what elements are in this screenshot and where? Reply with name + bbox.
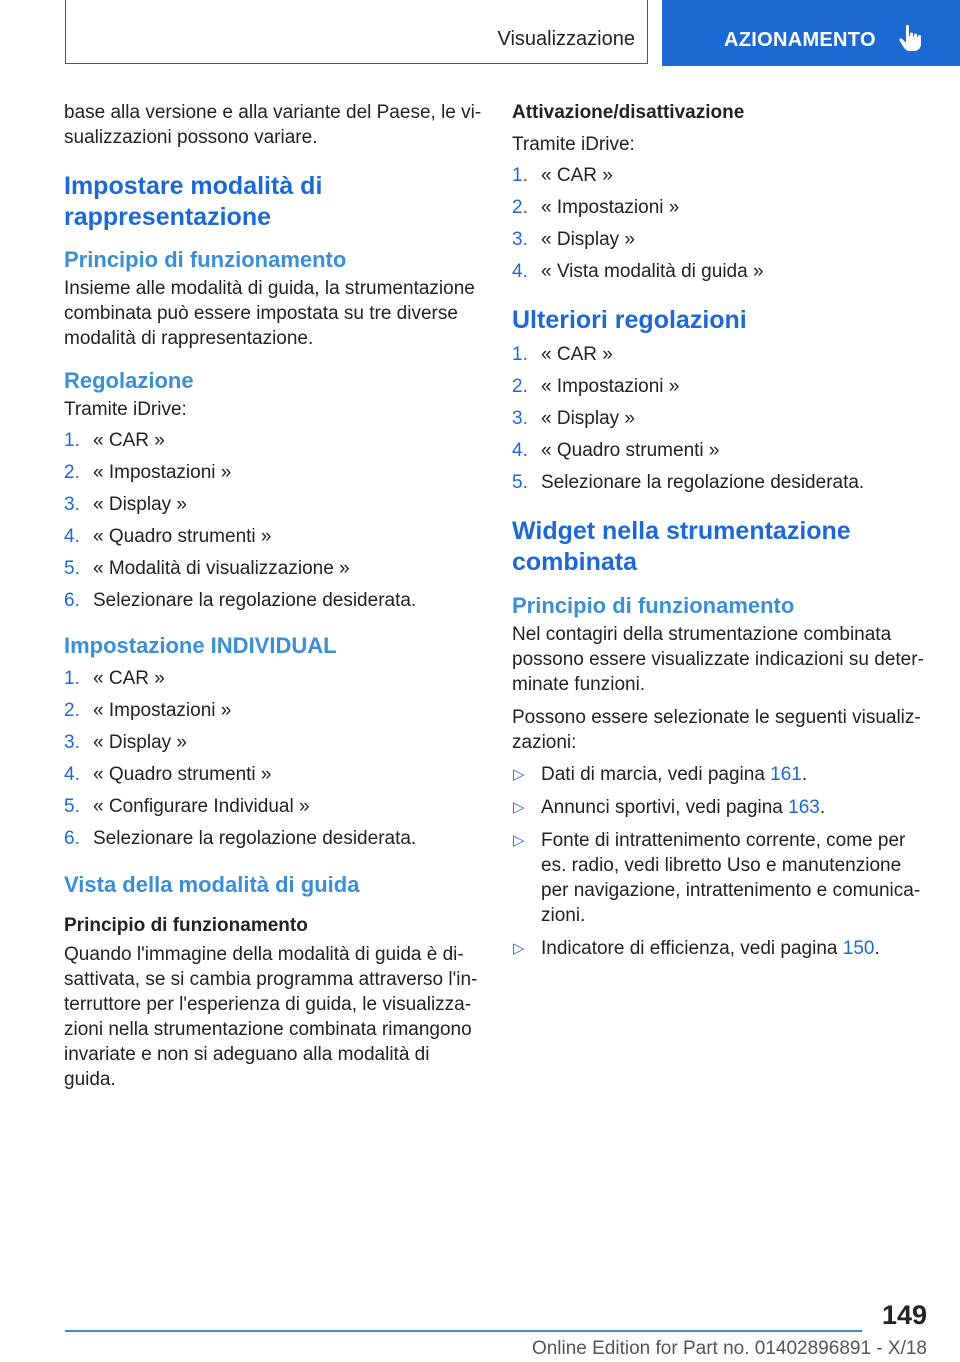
heading-principio-funzionamento: Principio di funzionamento (64, 247, 347, 272)
list-item: 3. « Display » (512, 408, 635, 429)
list-item: 1. « CAR » (64, 668, 165, 689)
heading-impostare-modalita: Impostare modalità di rappresentazione (64, 172, 323, 231)
heading-vista-modalita-guida: Vista della modalità di guida (64, 872, 360, 897)
list-item: 6. Selezionare la regolazione desiderata. (64, 828, 417, 849)
list-item: 3. « Display » (512, 229, 635, 250)
header-section-box (65, 0, 648, 64)
heading-attivazione: Attivazione/disattivazione (512, 102, 745, 123)
list-item: ▷ Annunci sportivi, vedi pagina 163. (513, 797, 826, 818)
header-chapter-tab[interactable] (662, 0, 960, 66)
widget-paragraph-2: Possono essere selezionate le seguenti visualizzazioni: (512, 707, 921, 753)
vista-paragraph: Quando l'immagine della modalità di guida è disattivata, se si cambia programma attraverso l'interruttore per l'esperienza di guida, le visualizzazioni nella strumentazione combinata rimangono invariate e non si adeguano alla modalità di guida. (64, 944, 478, 1090)
heading-vista-principio: Principio di funzionamento (64, 915, 308, 936)
ulteriori-steps (512, 342, 930, 495)
regolazione-intro: Tramite iDrive: (64, 399, 187, 420)
list-item: ▷ Indicatore di efficienza, vedi pagina 150. (513, 938, 880, 959)
attivazione-intro: Tramite iDrive: (512, 134, 635, 155)
heading-ulteriori-regolazioni: Ulteriori regolazioni (512, 306, 747, 334)
list-item: 2. « Impostazioni » (512, 197, 680, 218)
page-number: 149 (881, 1300, 927, 1330)
footer-edition: Online Edition for Part no. 01402896891 - X/18 (531, 1338, 927, 1359)
regolazione-steps (64, 428, 482, 613)
list-item: 3. « Display » (64, 494, 187, 515)
widget-paragraph-1: Nel contagiri della strumentazione combinata possono essere visualizzate indicazioni su determinate funzioni. (512, 624, 924, 695)
list-item: 5. « Modalità di visualizzazione » (64, 558, 350, 579)
list-item: 1. « CAR » (512, 165, 613, 186)
list-item: 1. « CAR » (64, 430, 165, 451)
list-item: 4. « Quadro strumenti » (512, 440, 720, 461)
heading-widget-principio: Principio di funzionamento (512, 593, 795, 618)
header-chapter-title: AZIONAMENTO (724, 29, 876, 51)
triangle-bullet-icon: ▷ (513, 799, 525, 816)
intro-paragraph: base alla versione e alla variante del Paese, le visualizzazioni possono variare. (64, 102, 482, 148)
triangle-bullet-icon: ▷ (513, 832, 525, 849)
footer-divider (65, 1330, 862, 1332)
list-item: 2. « Impostazioni » (512, 376, 680, 397)
triangle-bullet-icon: ▷ (513, 766, 525, 783)
list-item: 4. « Quadro strumenti » (64, 764, 272, 785)
triangle-bullet-icon: ▷ (513, 940, 525, 957)
hand-pointer-icon (898, 24, 922, 52)
page-link[interactable]: 163 (788, 797, 820, 818)
list-item: 3. « Display » (64, 732, 187, 753)
principio-paragraph: Insieme alle modalità di guida, la strumentazione combinata può essere impostata su tre diverse modalità di rappresentazione. (64, 278, 475, 349)
individual-steps (64, 666, 482, 851)
page-link[interactable]: 161 (770, 764, 802, 785)
list-item: 2. « Impostazioni » (64, 462, 232, 483)
page-link[interactable]: 150 (842, 938, 875, 959)
attivazione-steps (512, 163, 930, 284)
heading-impostazione-individual: Impostazione INDIVIDUAL (64, 633, 337, 658)
list-item: 4. « Vista modalità di guida » (512, 261, 764, 282)
list-item: 1. « CAR » (512, 344, 613, 365)
list-item: 6. Selezionare la regolazione desiderata. (64, 590, 417, 611)
list-item: ▷ Fonte di intrattenimento corrente, come per es. radio, vedi libretto Uso e manutenzione per navigazione, intrattenimento e comunicazioni. (513, 830, 921, 926)
left-column (64, 100, 482, 1092)
list-item: 5. « Configurare Individual » (64, 796, 310, 817)
list-item: 2. « Impostazioni » (64, 700, 232, 721)
heading-widget-strumentazione: Widget nella strumentazione combinata (512, 517, 851, 576)
list-item: ▷ Dati di marcia, vedi pagina 161. (513, 764, 808, 785)
list-item: 4. « Quadro strumenti » (64, 526, 272, 547)
heading-regolazione: Regolazione (64, 368, 194, 393)
widget-bullets (512, 762, 930, 961)
right-column (512, 100, 930, 969)
list-item: 5. Selezionare la regolazione desiderata. (512, 472, 865, 493)
header-section-title: Visualizzazione (497, 28, 635, 50)
